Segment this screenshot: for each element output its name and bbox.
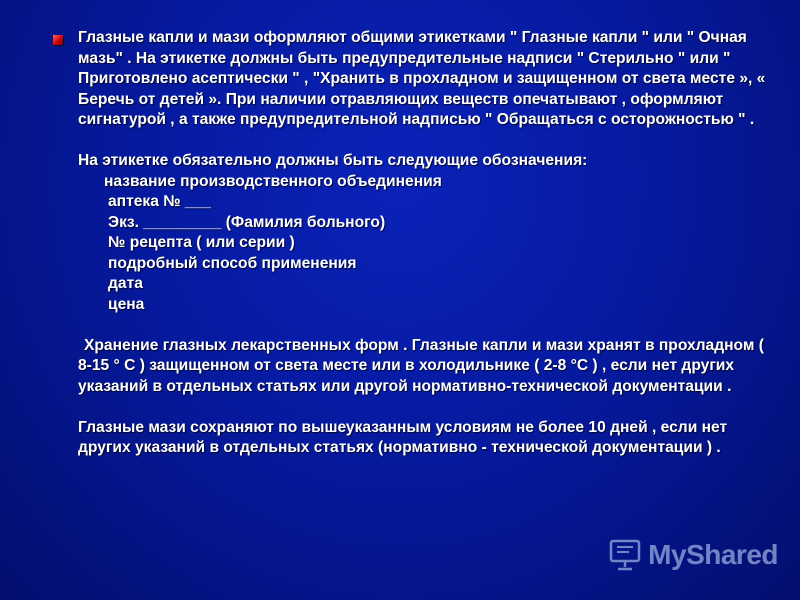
label-requirements-heading: На этикетке обязательно должны быть следующие обозначения: (78, 152, 588, 169)
spacer (78, 315, 778, 336)
label-item: цена (108, 295, 145, 313)
paragraph-ointments-shelf-life: Глазные мази сохраняют по вышеуказанным условиям не более 10 дней , если нет других указаний в отдельных статьях (нормативно - технической документации ) . (78, 418, 728, 456)
label-item: № рецепта ( или серии ) (108, 234, 295, 251)
spacer (78, 397, 778, 418)
paragraph-label-rules: Глазные капли и мази оформляют общими этикетками " Глазные капли " или " Очная мазь" . На этикетке должны быть предупредительные надписи " Стерильно " или " Приготовлено асептически " , "Хранить в прохладном и защищенном от света месте », « Беречь от детей ». При наличии отравляющих веществ опечатывают , оформляют сигнатурой , а также предупредительной надписью " Обращаться с осторожностью " . (78, 29, 766, 128)
watermark-text: MyShared (648, 539, 778, 570)
label-item: Экз. _________ (Фамилия больного) (108, 213, 386, 231)
watermark (608, 538, 778, 572)
slide-body (78, 28, 778, 459)
label-item: дата (108, 275, 143, 292)
bullet-square-icon (53, 35, 63, 45)
label-item: название производственного объединения (104, 172, 442, 190)
label-item: аптека № ___ (108, 193, 211, 210)
label-item: подробный способ применения (108, 254, 357, 272)
spacer (78, 131, 778, 152)
projector-screen-icon (608, 538, 642, 572)
paragraph-storage: Хранение глазных лекарственных форм . Глазные капли и мази хранят в прохладном ( 8-15 ° С ) защищенном от света месте или в холодильнике ( 2-8 °С ) , если нет других указаний в отдельных статьях или другой нормативно-технической документации . (78, 336, 764, 395)
